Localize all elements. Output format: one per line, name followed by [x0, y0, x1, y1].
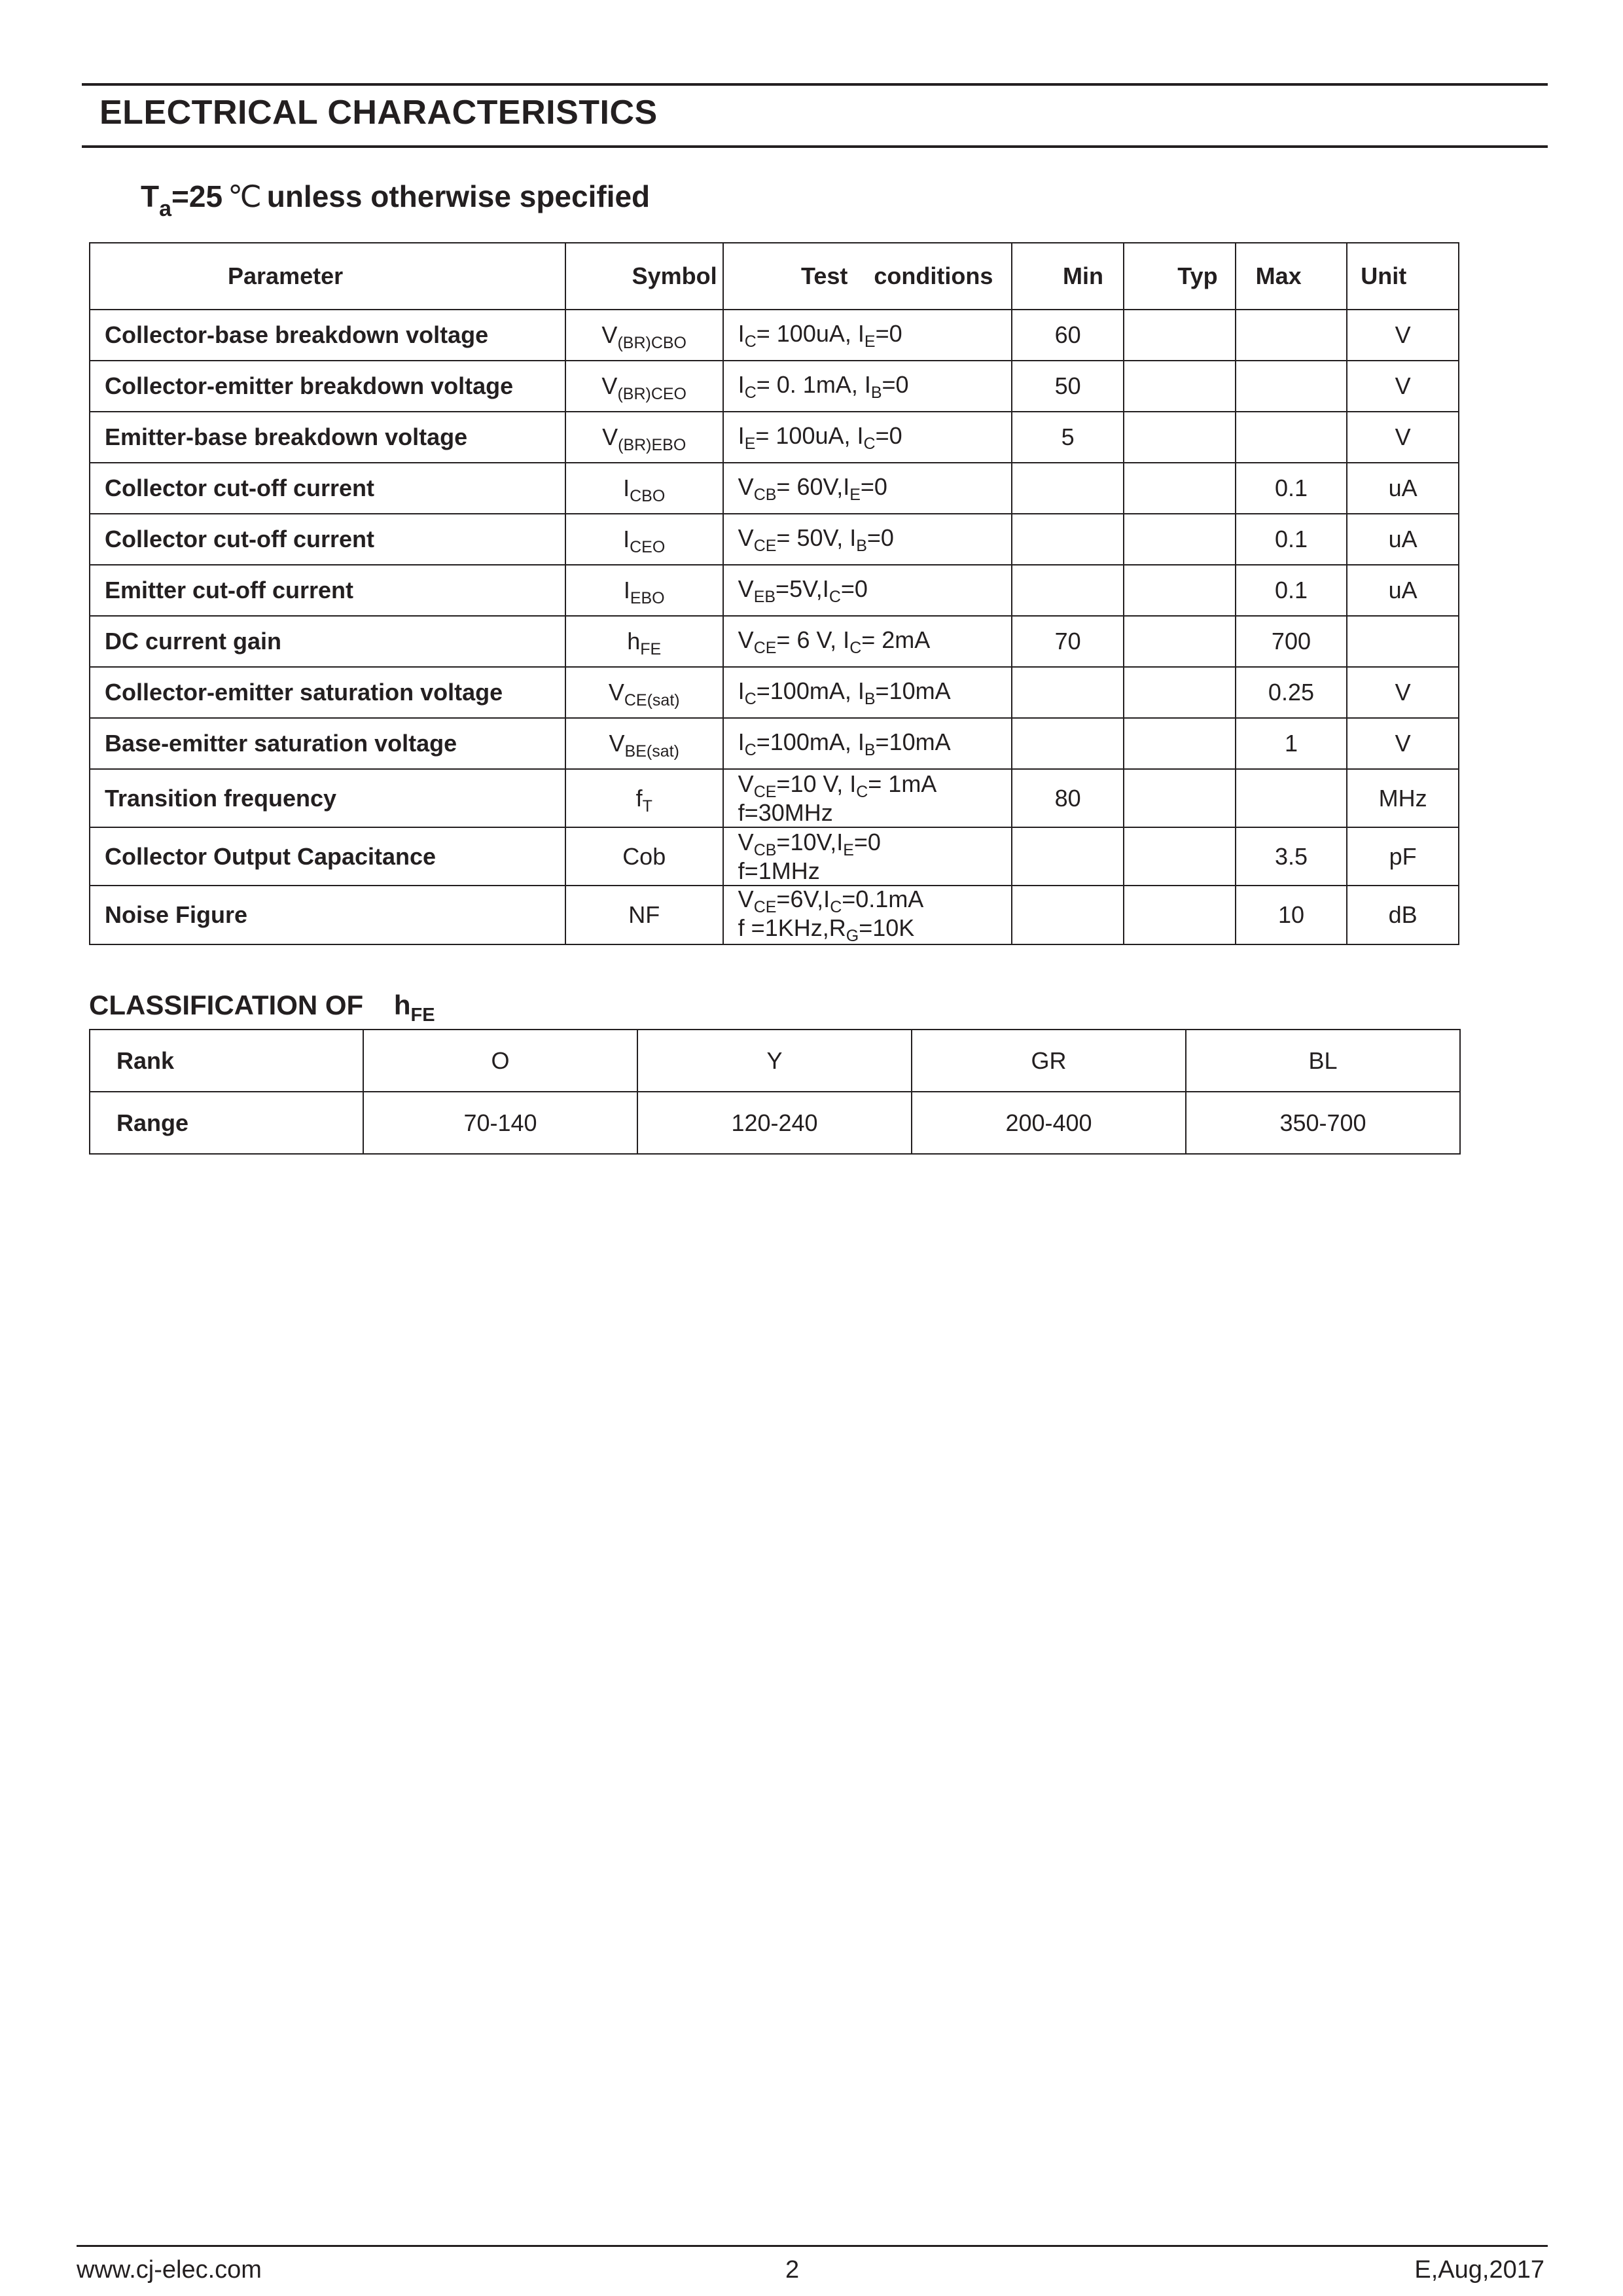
condition-text: V [738, 886, 754, 912]
symbol-cell [565, 769, 723, 827]
test-conditions-cell [723, 361, 1012, 412]
condition-text: = 2mA [861, 626, 931, 653]
condition-line [738, 858, 1012, 884]
symbol-cell [565, 718, 723, 769]
max-cell: 700 [1236, 616, 1347, 667]
classification-symbol: h [393, 990, 411, 1020]
unit-cell [1347, 616, 1459, 667]
symbol-subscript: FE [640, 640, 662, 658]
condition-unit: ℃ [228, 179, 262, 213]
min-cell [1012, 565, 1124, 616]
condition-subscript: EB [753, 588, 776, 606]
min-cell [1012, 886, 1124, 944]
unit-cell: uA [1347, 514, 1459, 565]
max-cell [1236, 361, 1347, 412]
condition-line [738, 886, 1012, 915]
table-header-row [90, 243, 1459, 310]
max-cell [1236, 769, 1347, 827]
parameter-cell: Collector cut-off current [90, 463, 565, 514]
max-cell [1236, 412, 1347, 463]
condition-text: =0.1mA [842, 886, 924, 912]
test-conditions-cell [723, 412, 1012, 463]
condition-line [738, 372, 1012, 401]
max-cell: 0.25 [1236, 667, 1347, 718]
parameter-cell: Collector cut-off current [90, 514, 565, 565]
symbol-subscript: (BR)CBO [617, 334, 687, 352]
range-label: Range [90, 1092, 363, 1154]
condition-subscript: C [744, 741, 757, 759]
typ-cell [1124, 310, 1236, 361]
condition-text: V [738, 828, 754, 855]
condition-line [738, 321, 1012, 350]
condition-text: I [738, 371, 745, 398]
condition-text: =0 [860, 473, 887, 500]
condition-line [738, 800, 1012, 826]
typ-cell [1124, 886, 1236, 944]
footer-url[interactable]: www.cj-elec.com [77, 2256, 262, 2284]
condition-text: = 60V,I [776, 473, 850, 500]
symbol-main: V [601, 372, 618, 399]
symbol-main: V [602, 423, 618, 450]
condition-text: V [738, 473, 754, 500]
symbol-cell [565, 886, 723, 944]
condition-text: = 0. 1mA, I [756, 371, 871, 398]
range-cell: 350-700 [1186, 1092, 1460, 1154]
condition-text: =10mA [875, 677, 951, 704]
table-row [90, 463, 1459, 514]
unit-cell: V [1347, 667, 1459, 718]
condition-text: V [738, 575, 754, 602]
test-condition-heading [141, 179, 651, 221]
condition-line [738, 627, 1012, 656]
min-cell: 80 [1012, 769, 1124, 827]
symbol-main: I [623, 475, 630, 501]
condition-text: V [738, 626, 754, 653]
condition-symbol-subscript: a [159, 196, 172, 221]
table-row [90, 361, 1459, 412]
condition-text: f=30MHz [738, 798, 833, 826]
header-min: Min [1012, 243, 1124, 310]
header-parameter: Parameter [90, 243, 565, 310]
condition-subscript: C [829, 588, 841, 606]
condition-text: =0 [840, 575, 868, 602]
test-conditions-cell [723, 310, 1012, 361]
condition-subscript: CE [753, 639, 777, 657]
parameter-cell: Emitter-base breakdown voltage [90, 412, 565, 463]
symbol-subscript: CEO [630, 538, 666, 556]
parameter-cell: Base-emitter saturation voltage [90, 718, 565, 769]
rank-cell: O [363, 1030, 637, 1092]
symbol-subscript: EBO [630, 589, 665, 607]
min-cell [1012, 718, 1124, 769]
condition-text: = 1mA [868, 770, 937, 797]
condition-text: =0 [853, 828, 881, 855]
condition-subscript: CE [753, 898, 777, 916]
condition-subscript: E [864, 332, 876, 351]
condition-subscript: C [849, 639, 862, 657]
condition-text: I [738, 320, 745, 347]
symbol-main: V [608, 679, 624, 706]
condition-text: = 100uA, I [756, 320, 865, 347]
min-cell [1012, 463, 1124, 514]
symbol-subscript: CE(sat) [624, 691, 680, 709]
condition-text: V [738, 524, 754, 551]
condition-subscript: G [846, 927, 859, 945]
max-cell: 1 [1236, 718, 1347, 769]
symbol-main: I [623, 526, 630, 552]
range-row [90, 1092, 1460, 1154]
condition-text: =10V,I [776, 828, 844, 855]
symbol-cell [565, 412, 723, 463]
test-conditions-cell [723, 827, 1012, 886]
condition-text: f =1KHz,R [738, 914, 846, 941]
symbol-cell [565, 514, 723, 565]
symbol-subscript: BE(sat) [624, 742, 679, 761]
condition-subscript: C [856, 782, 868, 801]
condition-subscript: E [744, 435, 756, 453]
typ-cell [1124, 827, 1236, 886]
condition-text: = 6 V, I [776, 626, 850, 653]
condition-text: =0 [875, 320, 902, 347]
condition-text: =6V,I [776, 886, 830, 912]
symbol-cell [565, 310, 723, 361]
unit-cell: MHz [1347, 769, 1459, 827]
max-cell: 3.5 [1236, 827, 1347, 886]
condition-subscript: C [744, 332, 757, 351]
condition-line [738, 729, 1012, 758]
table-row [90, 412, 1459, 463]
min-cell [1012, 667, 1124, 718]
parameter-cell: Collector-base breakdown voltage [90, 310, 565, 361]
symbol-subscript: (BR)EBO [618, 436, 687, 454]
typ-cell [1124, 514, 1236, 565]
table-body [90, 310, 1459, 944]
condition-text: =5V,I [776, 575, 829, 602]
condition-subscript: CB [753, 486, 777, 504]
symbol-cell [565, 565, 723, 616]
condition-subscript: CE [753, 782, 777, 801]
condition-subscript: E [843, 840, 854, 859]
min-cell: 60 [1012, 310, 1124, 361]
test-conditions-cell [723, 463, 1012, 514]
typ-cell [1124, 412, 1236, 463]
unit-cell: V [1347, 412, 1459, 463]
symbol-cell [565, 616, 723, 667]
min-cell: 50 [1012, 361, 1124, 412]
header-unit: Unit [1347, 243, 1459, 310]
symbol-main: f [635, 784, 643, 812]
test-conditions-cell [723, 667, 1012, 718]
condition-subscript: E [849, 486, 861, 504]
page-title: ELECTRICAL CHARACTERISTICS [99, 94, 658, 132]
page-number: 2 [785, 2256, 800, 2284]
min-cell: 5 [1012, 412, 1124, 463]
condition-subscript: B [870, 384, 882, 402]
electrical-characteristics-table [89, 242, 1459, 945]
header-typ: Typ [1124, 243, 1236, 310]
symbol-cell [565, 667, 723, 718]
parameter-cell: Noise Figure [90, 886, 565, 944]
typ-cell [1124, 616, 1236, 667]
unit-cell: uA [1347, 565, 1459, 616]
rank-cell: BL [1186, 1030, 1460, 1092]
condition-text: =100mA, I [756, 677, 865, 704]
min-cell [1012, 827, 1124, 886]
test-conditions-cell [723, 769, 1012, 827]
unit-cell: V [1347, 361, 1459, 412]
condition-text: =100mA, I [756, 728, 865, 755]
condition-subscript: C [830, 898, 842, 916]
condition-text: I [738, 677, 745, 704]
typ-cell [1124, 463, 1236, 514]
range-cell: 120-240 [637, 1092, 912, 1154]
title-underline [82, 145, 1548, 148]
range-cell: 70-140 [363, 1092, 637, 1154]
condition-text: V [738, 770, 754, 797]
condition-text: I [738, 728, 745, 755]
condition-line [738, 771, 1012, 800]
condition-line [738, 474, 1012, 503]
test-conditions-cell [723, 565, 1012, 616]
unit-cell: dB [1347, 886, 1459, 944]
condition-subscript: B [856, 537, 867, 555]
table-row [90, 718, 1459, 769]
condition-text: =0 [866, 524, 894, 551]
typ-cell [1124, 667, 1236, 718]
rank-row [90, 1030, 1460, 1092]
typ-cell [1124, 565, 1236, 616]
max-cell [1236, 310, 1347, 361]
condition-line [738, 829, 1012, 858]
symbol-cell [565, 827, 723, 886]
symbol-main: I [623, 577, 630, 603]
parameter-cell: DC current gain [90, 616, 565, 667]
typ-cell [1124, 769, 1236, 827]
parameter-cell: Collector-emitter saturation voltage [90, 667, 565, 718]
condition-subscript: B [864, 741, 876, 759]
symbol-subscript: T [642, 797, 652, 816]
condition-text: =10 V, I [776, 770, 857, 797]
rank-cell: Y [637, 1030, 912, 1092]
unit-cell: pF [1347, 827, 1459, 886]
range-cell: 200-400 [912, 1092, 1186, 1154]
condition-subscript: B [864, 690, 876, 708]
header-symbol: Symbol [565, 243, 723, 310]
test-conditions-cell [723, 514, 1012, 565]
unit-cell: uA [1347, 463, 1459, 514]
hfe-classification-table [89, 1029, 1461, 1155]
condition-text: =0 [875, 422, 902, 449]
max-cell: 0.1 [1236, 463, 1347, 514]
condition-symbol: T [141, 179, 160, 213]
table-row [90, 616, 1459, 667]
condition-subscript: CE [753, 537, 777, 555]
table-row [90, 886, 1459, 944]
symbol-main: Cob [622, 842, 666, 870]
top-rule [82, 83, 1548, 86]
symbol-main: V [601, 321, 618, 348]
typ-cell [1124, 361, 1236, 412]
condition-subscript: C [744, 384, 757, 402]
table-row [90, 310, 1459, 361]
condition-text: =0 [882, 371, 909, 398]
condition-line [738, 525, 1012, 554]
symbol-main: NF [628, 901, 660, 928]
parameter-cell: Collector-emitter breakdown voltage [90, 361, 565, 412]
parameter-cell: Transition frequency [90, 769, 565, 827]
unit-cell: V [1347, 718, 1459, 769]
condition-text: =10K [859, 914, 915, 941]
condition-line [738, 576, 1012, 605]
condition-line [738, 915, 1012, 944]
table-row [90, 514, 1459, 565]
classification-symbol-subscript: FE [410, 1005, 435, 1026]
parameter-cell: Emitter cut-off current [90, 565, 565, 616]
footer-rule [77, 2245, 1548, 2247]
unit-cell: V [1347, 310, 1459, 361]
condition-line [738, 423, 1012, 452]
condition-subscript: CB [753, 840, 777, 859]
symbol-main: V [609, 730, 625, 757]
condition-subscript: C [863, 435, 876, 453]
min-cell: 70 [1012, 616, 1124, 667]
rank-cell: GR [912, 1030, 1186, 1092]
condition-text: = 100uA, I [755, 422, 864, 449]
test-conditions-cell [723, 718, 1012, 769]
condition-subscript: C [744, 690, 757, 708]
condition-line [738, 678, 1012, 707]
typ-cell [1124, 718, 1236, 769]
classification-heading [89, 990, 435, 1026]
table-row [90, 667, 1459, 718]
max-cell: 10 [1236, 886, 1347, 944]
max-cell: 0.1 [1236, 565, 1347, 616]
symbol-subscript: CBO [630, 487, 666, 505]
table-row [90, 769, 1459, 827]
classification-title: CLASSIFICATION OF [89, 990, 364, 1020]
symbol-cell [565, 463, 723, 514]
condition-text: = 50V, I [776, 524, 857, 551]
condition-value: =25 [171, 179, 223, 213]
test-conditions-cell [723, 886, 1012, 944]
condition-text: =10mA [875, 728, 951, 755]
revision-date: E,Aug,2017 [1414, 2256, 1544, 2284]
condition-text: f=1MHz [738, 857, 820, 884]
symbol-subscript: (BR)CEO [617, 385, 687, 403]
symbol-main: h [627, 628, 641, 655]
condition-text: unless otherwise specified [266, 179, 651, 213]
header-max: Max [1236, 243, 1347, 310]
table-row [90, 565, 1459, 616]
symbol-cell [565, 361, 723, 412]
table-row [90, 827, 1459, 886]
parameter-cell: Collector Output Capacitance [90, 827, 565, 886]
test-conditions-cell [723, 616, 1012, 667]
rank-label: Rank [90, 1030, 363, 1092]
min-cell [1012, 514, 1124, 565]
condition-text: I [738, 422, 745, 449]
max-cell: 0.1 [1236, 514, 1347, 565]
header-test-conditions: Test conditions [723, 243, 1012, 310]
